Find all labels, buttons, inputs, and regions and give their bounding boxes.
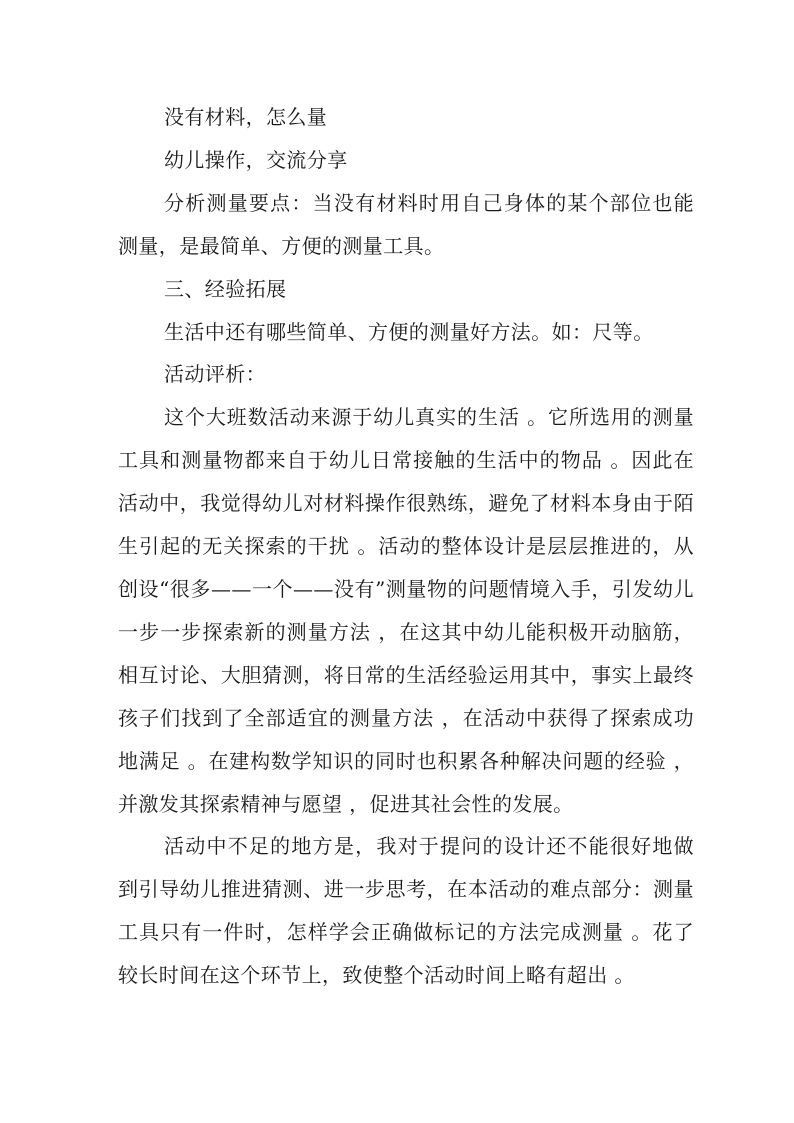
paragraph-measurement-points: 分析测量要点：当没有材料时用自己身体的某个部位也能测量，是最简单、方便的测量工具。	[118, 190, 694, 258]
heading-activity-analysis: 活动评析：	[164, 362, 266, 387]
paragraph-no-material: 没有材料，怎么量	[164, 105, 328, 129]
paragraph-simple-methods: 生活中还有哪些简单、方便的测量好方法。如：尺等。	[164, 319, 654, 344]
section-heading-experience-extension: 三、经验拓展	[164, 276, 287, 301]
document-body	[118, 96, 694, 997]
paragraph-shortcomings: 活动中不足的地方是，我对于提问的设计还不能很好地做到引导幼儿推进猜测、进一步思考，在本活动的难点部分：测量工具只有一件时，怎样学会正确做标记的方法完成测量 。花了较长时间在这个环节上，致使整个活动时间上略有超出 。	[118, 834, 694, 988]
paragraph-child-operation: 幼儿操作，交流分享	[164, 147, 348, 172]
paragraph-activity-analysis: 这个大班数活动来源于幼儿真实的生活 。它所选用的测量工具和测量物都来自于幼儿日常接触的生活中的物品 。因此在活动中，我觉得幼儿对材料操作很熟练，避免了材料本身由于陌生引起的无关探索的干扰 。活动的整体设计是层层推进的，从创设“很多——一个——没有”测量物的问题情境入手，引发幼儿一步一步探索新的测量方法 ，在这其中幼儿能积极开动脑筋，相互讨论、大胆猜测，将日常的生活经验运用其中，事实上最终孩子们找到了全部适宜的测量方法 ，在活动中获得了探索成功地满足 。在建构数学知识的同时也积累各种解决问题的经验 ，并激发其探索精神与愿望 ，促进其社会性的发展。	[118, 405, 694, 816]
